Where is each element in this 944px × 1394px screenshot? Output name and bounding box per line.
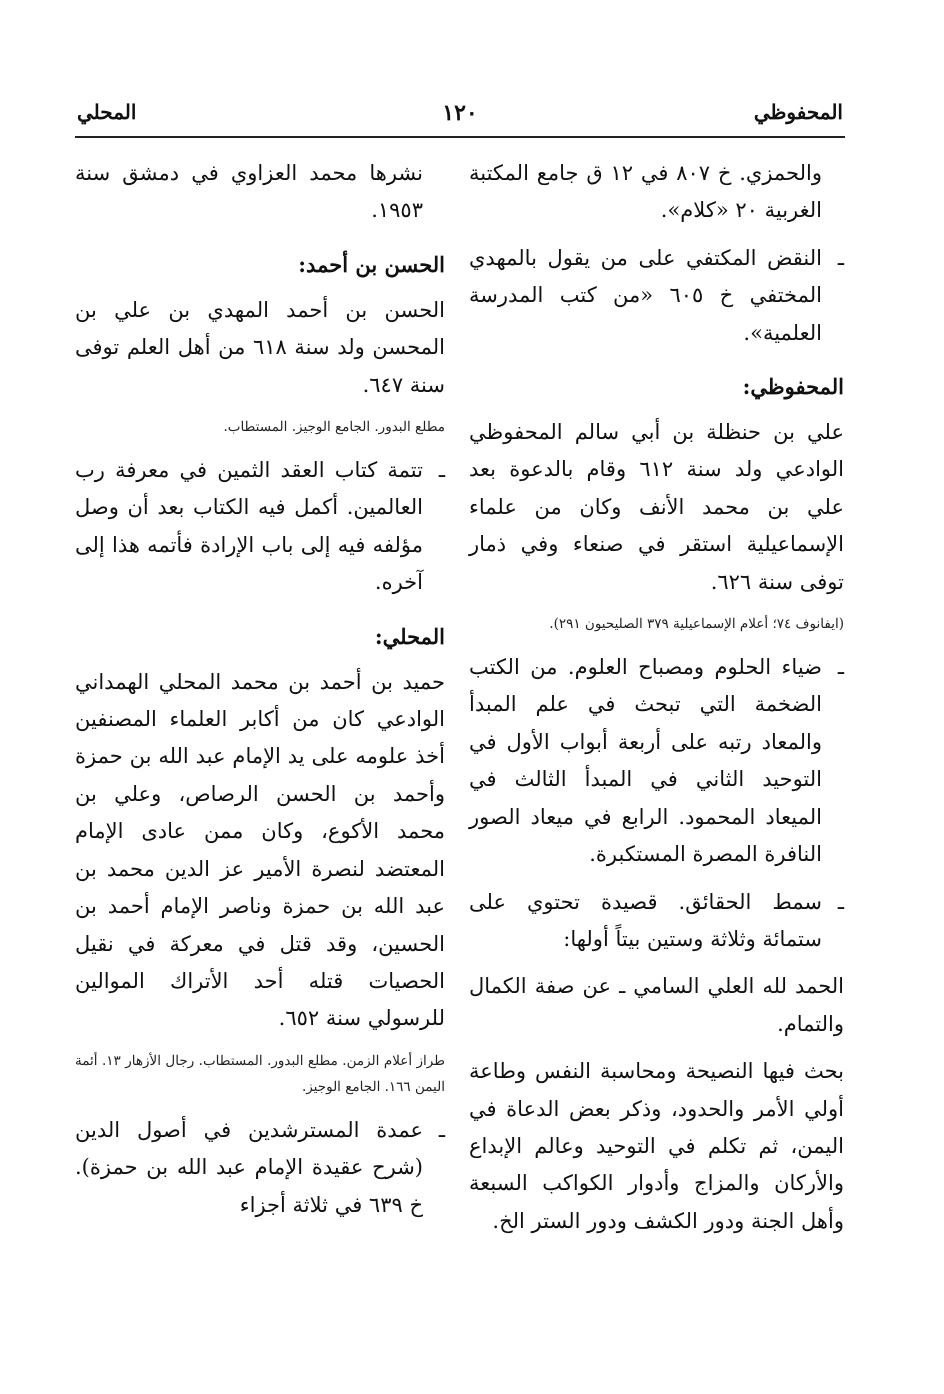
page-number: ١٢٠ — [442, 100, 478, 126]
continued-entry-text: نشرها محمد العزاوي في دمشق سنة ١٩٥٣. — [75, 161, 423, 223]
left-column — [75, 155, 445, 1234]
entry-heading: المحفوظي: — [742, 374, 844, 400]
sources-note: مطلع البدور. الجامع الوجيز. المستطاب. — [223, 419, 445, 436]
list-dash: ـ — [837, 655, 844, 680]
verse-line: الحمد لله العلي السامي ـ عن صفة الكمال والتمام. — [469, 974, 844, 1036]
running-title-left: المحلي — [77, 100, 137, 124]
sources-note: (ايفانوف ٧٤؛ أعلام الإسماعيلية ٣٧٩ الصليحيون ٢٩١). — [549, 616, 844, 633]
list-item-text: النقض المكتفي على من يقول بالمهدي المختفي خ ٦٠٥ «من كتب المدرسة العلمية». — [469, 245, 822, 345]
biography-text: الحسن بن أحمد المهدي بن علي بن المحسن ولد سنة ٦١٨ من أهل العلم توفى سنة ٦٤٧. — [75, 297, 446, 397]
list-item — [469, 884, 844, 959]
list-item — [469, 649, 844, 873]
list-item-text: سمط الحقائق. قصيدة تحتوي على ستمائة وثلاثة وستين بيتاً أولها: — [469, 889, 822, 951]
page-header — [75, 92, 845, 138]
biography-text: علي بن حنظلة بن أبي سالم المحفوظي الوادعي ولد سنة ٦١٢ وقام بالدعوة بعد علي بن محمد الأنف وكان من علماء الإسماعيلية استقر في صنعاء وفي ذمار توفى سنة ٦٢٦. — [469, 420, 844, 594]
list-dash: ـ — [837, 889, 844, 914]
list-item — [75, 1112, 445, 1224]
list-item — [469, 240, 844, 352]
list-dash: ـ — [438, 1117, 445, 1142]
right-column — [469, 155, 844, 1250]
list-item — [75, 452, 445, 602]
list-dash: ـ — [438, 458, 445, 483]
list-item-text: تتمة كتاب العقد الثمين في معرفة رب العالمين. أكمل فيه الكتاب بعد أن وصل مؤلفه فيه إلى باب الإرادة فأتمه هذا إلى آخره. — [75, 458, 423, 595]
running-title-right: المحفوظي — [753, 100, 843, 124]
continued-entry-text: والحمزي. خ ٨٠٧ في ١٢ ق جامع المكتبة الغربية ٢٠ «كلام». — [469, 161, 822, 223]
list-item-text: ضياء الحلوم ومصباح العلوم. من الكتب الضخمة التي تبحث في علم المبدأ والمعاد رتبه على أربعة أبواب الأول في التوحيد الثاني في المبدأ الثالث في الميعاد المحمود. الرابع في ميعاد الصور النافرة المصرة المستكبرة. — [469, 655, 822, 867]
entry-heading: المحلي: — [374, 623, 445, 649]
list-item-text: عمدة المسترشدين في أصول الدين (شرح عقيدة الإمام عبد الله بن حمزة). خ ٦٣٩ في ثلاثة أجزاء — [75, 1117, 423, 1217]
biography-text: حميد بن أحمد بن محمد المحلي الهمداني الوادعي كان من أكابر العلماء المصنفين أخذ علومه على يد الإمام عبد الله بن حمزة وأحمد بن الحسن الرصاص، وعلي بن محمد الأكوع، وكان ممن عادى الإمام المعتضد لنصرة الأمير عز الدين محمد بن عبد الله بن حمزة وناصر الإمام أحمد بن الحسين، وقد قتل في معركة في نقيل الحصيات قتله أحد الأتراك الموالين للرسولي سنة ٦٥٢. — [75, 669, 445, 1031]
entry-heading: الحسن بن أحمد: — [298, 251, 445, 277]
sources-note: طراز أعلام الزمن. مطلع البدور. المستطاب. رجال الأزهار ١٣. أئمة اليمن ١٦٦. الجامع الوجيز. — [75, 1052, 445, 1095]
list-dash: ـ — [837, 245, 844, 270]
description-paragraph: بحث فيها النصيحة ومحاسبة النفس وطاعة أولي الأمر والحدود، وذكر بعض الدعاة في اليمن، ثم تكلم في التوحيد وعالم الإبداع والأركان والمزاج وأدوار الكواكب السبعة وأهل الجنة ودور الكشف ودور الستر الخ. — [469, 1059, 844, 1233]
